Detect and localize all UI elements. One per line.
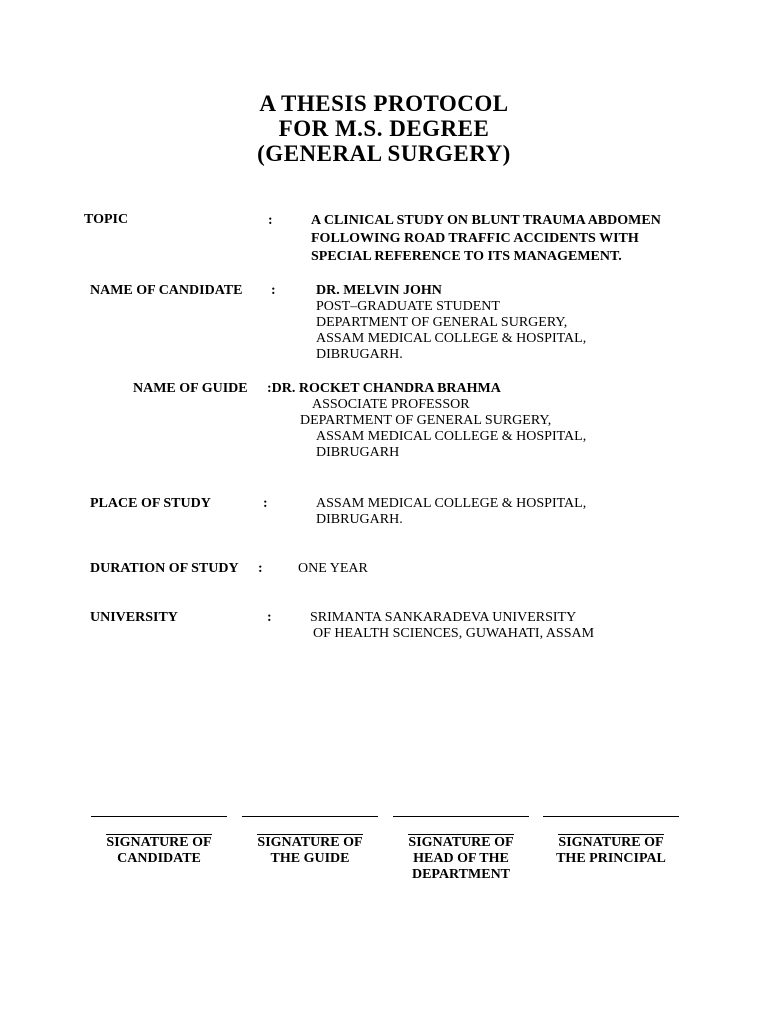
signature-hod: [386, 834, 536, 883]
signature-principal: [536, 834, 686, 867]
candidate-colon: :: [271, 283, 276, 298]
guide-line-2: DEPARTMENT OF GENERAL SURGERY,: [300, 413, 552, 428]
signature-hod-role: HEAD OF THE: [413, 851, 509, 866]
university-line-2: OF HEALTH SCIENCES, GUWAHATI, ASSAM: [313, 626, 595, 641]
signature-line-hod: [393, 816, 529, 817]
signature-candidate: [84, 834, 234, 867]
signature-candidate-title: SIGNATURE OF: [106, 835, 212, 850]
signature-candidate-role: CANDIDATE: [117, 851, 201, 866]
guide-line-3: ASSAM MEDICAL COLLEGE & HOSPITAL,: [316, 429, 587, 444]
signature-hod-role-2: DEPARTMENT: [411, 867, 511, 882]
signature-guide-title: SIGNATURE OF: [257, 835, 363, 850]
topic-line-3: SPECIAL REFERENCE TO ITS MANAGEMENT.: [311, 249, 622, 264]
university-label: UNIVERSITY: [90, 610, 178, 625]
university-line-1: SRIMANTA SANKARADEVA UNIVERSITY: [310, 610, 577, 625]
signature-principal-title: SIGNATURE OF: [558, 835, 664, 850]
duration-colon: :: [258, 561, 263, 576]
candidate-line-1: POST–GRADUATE STUDENT: [316, 299, 500, 314]
signature-line-candidate: [91, 816, 227, 817]
topic-label: TOPIC: [84, 212, 129, 227]
signature-guide: [235, 834, 385, 867]
guide-name: :DR. ROCKET CHANDRA BRAHMA: [267, 381, 501, 396]
signature-principal-role: THE PRINCIPAL: [556, 851, 666, 866]
university-colon: :: [267, 610, 272, 625]
signature-guide-role: THE GUIDE: [270, 851, 350, 866]
guide-line-4: DIBRUGARH: [316, 445, 400, 460]
candidate-line-3: ASSAM MEDICAL COLLEGE & HOSPITAL,: [316, 331, 587, 346]
candidate-line-2: DEPARTMENT OF GENERAL SURGERY,: [316, 315, 568, 330]
guide-line-1: ASSOCIATE PROFESSOR: [312, 397, 470, 412]
place-label: PLACE OF STUDY: [90, 496, 211, 511]
topic-colon: :: [268, 213, 273, 228]
duration-label: DURATION OF STUDY: [90, 561, 239, 576]
place-line-2: DIBRUGARH.: [316, 512, 403, 527]
title-line-2: FOR M.S. DEGREE: [278, 116, 490, 141]
candidate-line-4: DIBRUGARH.: [316, 347, 403, 362]
title-line-3: (GENERAL SURGERY): [257, 141, 511, 166]
duration-value: ONE YEAR: [298, 561, 368, 576]
candidate-name: DR. MELVIN JOHN: [316, 283, 442, 298]
title-line-1: A THESIS PROTOCOL: [259, 91, 509, 116]
signature-line-principal: [543, 816, 679, 817]
candidate-label: NAME OF CANDIDATE: [90, 283, 243, 298]
signature-hod-title: SIGNATURE OF: [408, 835, 514, 850]
guide-label: NAME OF GUIDE: [133, 381, 248, 396]
signature-line-guide: [242, 816, 378, 817]
place-colon: :: [263, 496, 268, 511]
topic-line-2: FOLLOWING ROAD TRAFFIC ACCIDENTS WITH: [311, 231, 639, 246]
place-line-1: ASSAM MEDICAL COLLEGE & HOSPITAL,: [316, 496, 587, 511]
topic-line-1: A CLINICAL STUDY ON BLUNT TRAUMA ABDOMEN: [311, 213, 661, 228]
